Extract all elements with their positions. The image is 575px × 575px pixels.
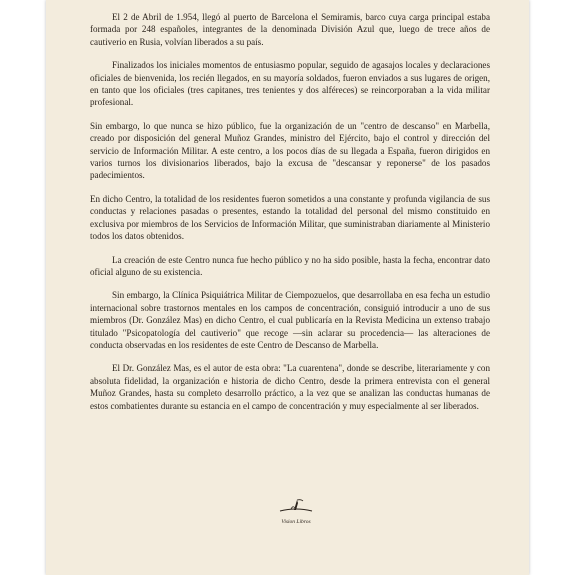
paragraph-7: El Dr. González Mas, es el autor de esta obra: "La cuarentena", donde se describe, literariamente y con absoluta fidelidad, la organización e historia de dicho Centro, desde la primera entrevista con el general Muñoz Grandes, hasta su completo desarrollo práctico, a la vez que se analizan las conductas humanas de estos combatientes durante su estancia en el campo de concentración y muy especialmente al ser liberados. [90,363,490,411]
paragraph-1: El 2 de Abril de 1.954, llegó al puerto de Barcelona el Semiramis, barco cuya carga principal estaba formada por 248 españoles, integrantes de la denominada División Azul que, luego de trece años de cautiverio en Rusia, volvían liberados a su país. [90,12,490,47]
book-back-cover [46,0,529,575]
paragraph-5: La creación de este Centro nunca fue hecho público y no ha sido posible, hasta la fecha, encontrar dato oficial alguno de su existencia. [90,254,490,277]
paragraph-4: En dicho Centro, la totalidad de los residentes fueron sometidos a una constante y profunda vigilancia de sus conductas y relaciones pasadas o presentes, estando la totalidad del personal del mismo constituido en exclusiva por miembros de los Servicios de Información Militar, que suministraban diariamente al Ministerio todos los datos obtenidos. [90,193,490,242]
paragraph-3: Sin embargo, lo que nunca se hizo público, fue la organización de un "centro de descanso" en Marbella, creado por disposición del general Muñoz Grandes, ministro del Ejército, bajo el control y dirección del servicio de Información Militar. A este centro, a los pocos días de su llegada a España, fueron dirigidos en varios turnos los divisionarios liberados, bajo la excusa de "descansar y reponerse" de los pasados padecimientos. [90,120,490,181]
publisher-name: Vision Libros [281,519,311,525]
paragraph-6: Sin embargo, la Clínica Psiquiátrica Militar de Ciempozuelos, que desarrollaba en esa fecha un estudio internacional sobre trastornos mentales en los campos de concentración, consiguió introducir a uno de sus miembros (Dr. González Mas) en dicho Centro, el cual publicaría en la Revista Medicina un extenso trabajo titulado "Psicopatología del cautiverio" que recoge —sin aclarar su procedencia— las alteraciones de conducta observadas en los residentes de este Centro de Descanso de Marbella. [90,290,490,350]
paragraph-2: Finalizados los iniciales momentos de entusiasmo popular, seguido de agasajos locales y declaraciones oficiales de bienvenida, los recién llegados, en su mayoría soldados, fueron enviados a sus lugares de origen, en tanto que los oficiales (tres capitanes, tres tenientes y dos alféreces) se reincorporaban a la vida militar profesional. [90,60,490,108]
synopsis-text [90,11,490,423]
publisher-logo-icon [276,497,316,517]
publisher-logo [266,497,326,527]
